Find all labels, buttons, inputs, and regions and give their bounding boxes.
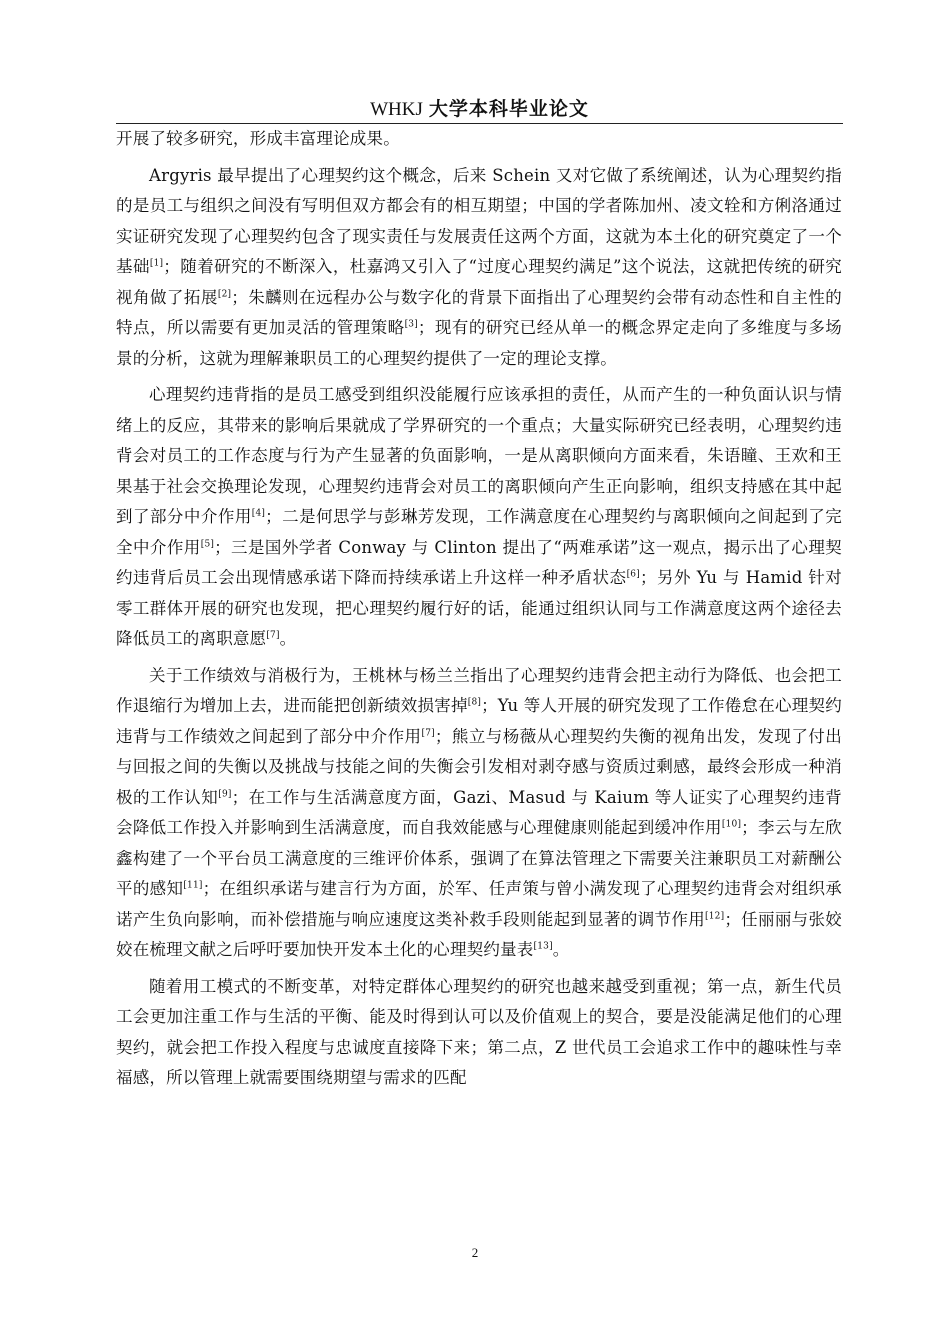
body-paragraph [116,661,842,966]
page-number: 2 [471,1245,479,1260]
paragraph-text: 。 [552,940,570,959]
citation-ref: [10] [721,819,742,830]
body-paragraph [116,380,842,655]
paragraph-text: ；Yu 等人开展的研究发现了工作倦怠在心理契约违背与工作绩效之间起到了部分中介作用 [116,696,842,746]
citation-ref: [9] [218,789,232,799]
paragraph-text: ；朱麟则在远程办公与数字化的背景下面指出了心理契约会带有动态性和自主性的特点，所以需要有更加灵活的管理策略 [116,287,843,337]
citation-ref: [2] [217,289,232,299]
citation-ref: [6] [626,569,640,580]
paragraph-text: 随着用工模式的不断变革，对特定群体心理契约的研究也越来越受到重视；第一点，新生代员工会更加注重工作与生活的平衡、能及时得到认可以及价值观上的契合，要是没能满足他们的心理契约，就会把工作投入程度与忠诚度直接降下来；第二点，Z 世代员工会追求工作中的趣味性与幸福感，所以管理上就需要围绕期望与需求的匹配 [116,976,842,1087]
paragraph-text: ；三是国外学者 Conway 与 Clinton 提出了“两难承诺”这一观点，揭示出了心理契约违背后员工会出现情感承诺下降而持续承诺上升这样一种矛盾状态 [116,537,842,587]
citation-ref: [12] [705,911,725,921]
header-prefix: WHKJ [370,99,423,120]
paragraph-text: 。 [279,629,297,648]
paragraph-text: ；在组织承诺与建言行为方面，於军、任声策与曾小满发现了心理契约违背会对组织承诺产生负向影响，而补偿措施与响应速度这类补救手段则能起到显著的调节作用 [116,879,842,929]
citation-ref: [5] [200,539,215,549]
citation-ref: [11] [183,880,203,891]
body-paragraph [116,161,842,375]
citation-ref: [7] [421,728,435,738]
citation-ref: [4] [251,508,266,519]
paragraph-text: 关于工作绩效与消极行为，王桃林与杨兰兰指出了心理契约违背会把主动行为降低、也会把工作退缩行为增加上去，进而能把创新绩效损害掉 [116,665,842,715]
citation-ref: [7] [266,630,280,641]
paragraph-text: ；在工作与生活满意度方面，Gazi、Masud 与 Kaium 等人证实了心理契约违背会降低工作投入并影响到生活满意度，而自我效能感与心理健康则能起到缓冲作用 [116,787,842,837]
paragraph-text: ；二是何思学与彭琳芳发现，工作满意度在心理契约与离职倾向之间起到了完全中介作用 [116,507,842,557]
paragraph-text: Argyris 最早提出了心理契约这个概念，后来 Schein 又对它做了系统阐述，认为心理契约指的是员工与组织之间没有写明但双方都会有的相互期望；中国的学者陈加州、凌文辁和方俐洛通过实证研究发现了心理契约包含了现实责任与发展责任这两个方面，这就为本土化的研究奠定了一个基础 [116,165,842,276]
header-title: 大学本科毕业论文 [428,98,589,120]
paragraph-text: ；熊立与杨薇从心理契约失衡的视角出发，发现了付出与回报之间的失衡以及挑战与技能之间的失衡会引发相对剥夺感与资质过剩感，最终会形成一种消极的工作认知 [116,726,842,807]
thesis-body [116,124,842,1100]
paragraph-text: ；随着研究的不断深入，杜嘉鸿又引入了“过度心理契约满足”这个说法，这就把传统的研究视角做了拓展 [116,257,843,307]
citation-ref: [1] [149,258,164,269]
paragraph-text: ；现有的研究已经从单一的概念界定走向了多维度与多场景的分析，这就为理解兼职员工的心理契约提供了一定的理论支撑。 [116,318,842,368]
body-paragraph [116,124,842,155]
paragraph-text: ；李云与左欣鑫构建了一个平台员工满意度的三维评价体系，强调了在算法管理之下需要关注兼职员工对薪酬公平的感知 [116,818,843,898]
citation-ref: [13] [533,941,553,952]
paragraph-text: 开展了较多研究，形成丰富理论成果。 [116,129,400,148]
citation-ref: [8] [467,697,482,708]
running-header [116,96,843,122]
paragraph-text: ；另外 Yu 与 Hamid 针对零工群体开展的研究也发现，把心理契约履行好的话，能通过组织认同与工作满意度这两个途径去降低员工的离职意愿 [116,568,843,648]
paragraph-text: ；任丽丽与张姣姣在梳理文献之后呼吁要加快开发本土化的心理契约量表 [116,909,843,959]
body-paragraph [116,972,842,1094]
citation-ref: [3] [404,319,418,330]
paragraph-text: 心理契约违背指的是员工感受到组织没能履行应该承担的责任，从而产生的一种负面认识与情绪上的反应，其带来的影响后果就成了学界研究的一个重点；大量实际研究已经表明，心理契约违背会对员工的工作态度与行为产生显著的负面影响，一是从离职倾向方面来看，朱语瞳、王欢和王果基于社会交换理论发现，心理契约违背会对员工的离职倾向产生正向影响，组织支持感在其中起到了部分中介作用 [116,385,842,526]
